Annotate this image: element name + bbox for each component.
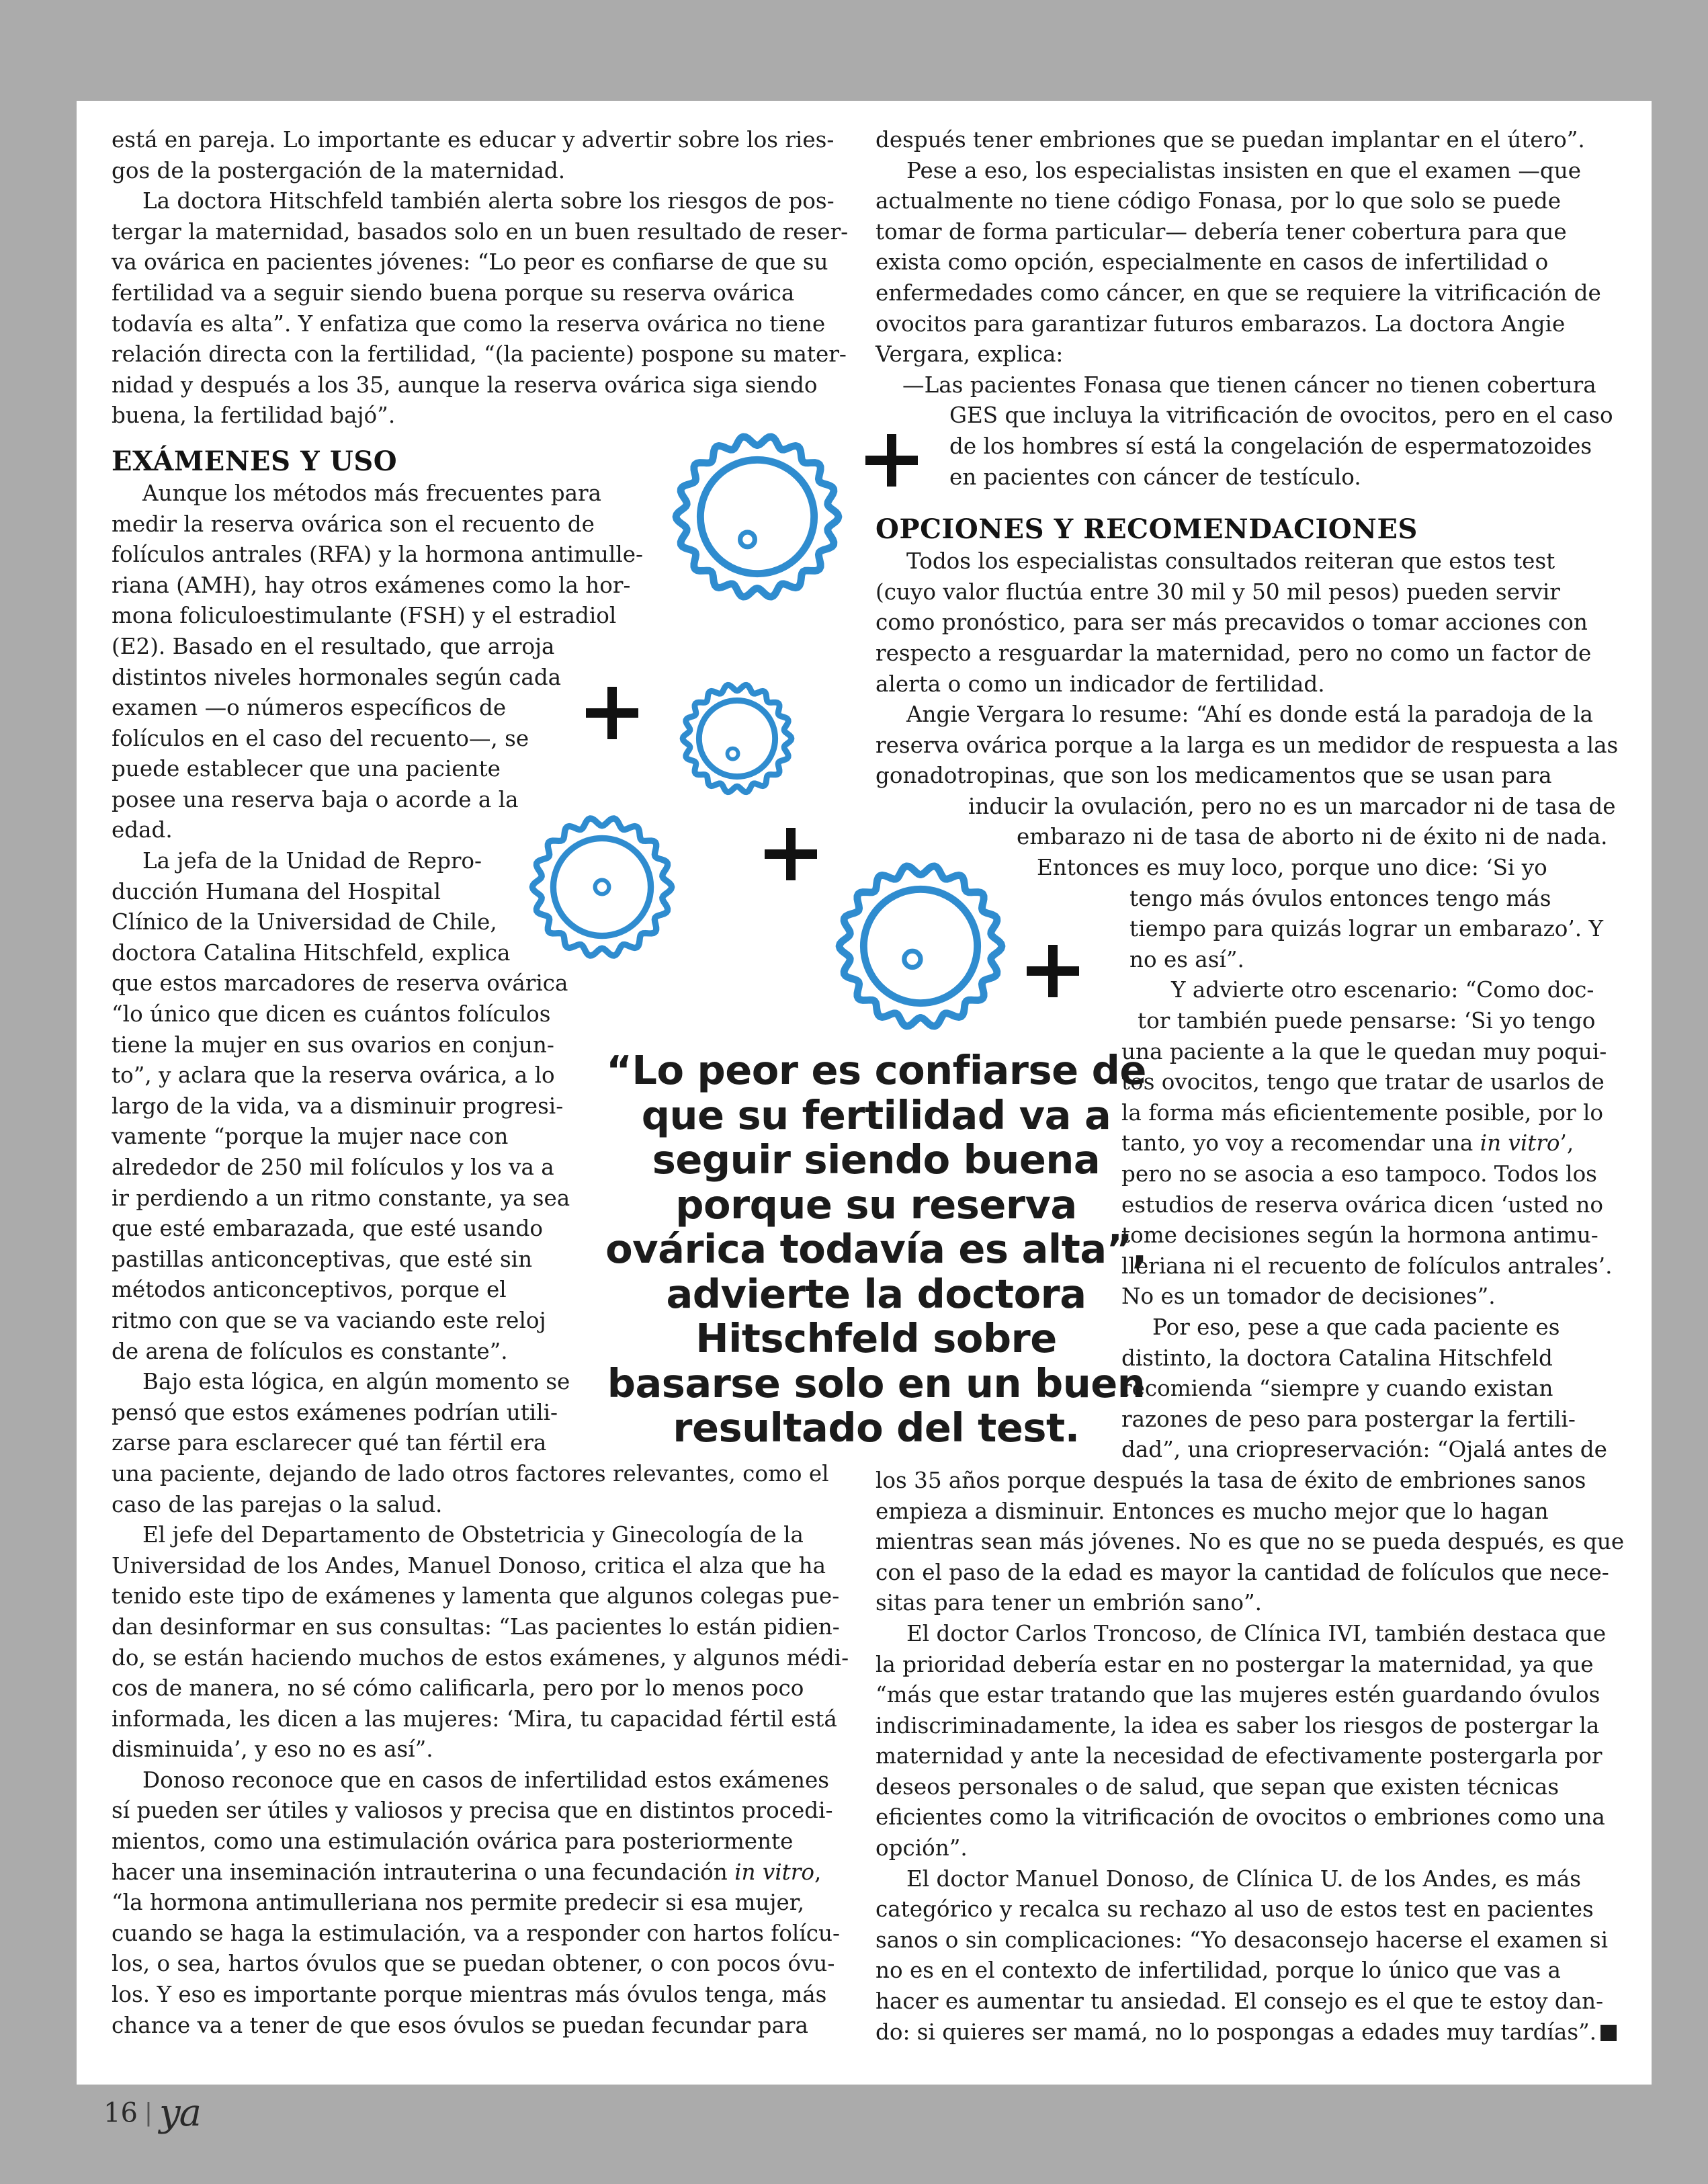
text-line: inducir la ovulación, pero no es un marcador ni de tasa de: [968, 793, 1616, 819]
text-line: buena, la fertilidad bajó”.: [112, 403, 396, 429]
text-line: Universidad de los Andes, Manuel Donoso, critica el alza que ha: [112, 1552, 826, 1579]
text-line: alerta o como un indicador de fertilidad.: [876, 671, 1325, 697]
pull-quote-line: resultado del test.: [673, 1404, 1080, 1451]
pull-quote-line: basarse solo en un buen: [607, 1359, 1146, 1406]
text-line: categórico y recalca su rechazo al uso de estos test en pacientes: [876, 1896, 1594, 1923]
text-line: reserva ovárica porque a la larga es un medidor de respuesta a las: [876, 732, 1619, 758]
text-line: en pacientes con cáncer de testículo.: [949, 464, 1361, 490]
text-line: mientras sean más jóvenes. No es que no se pueda después, es que: [876, 1529, 1625, 1555]
text-line: riana (AMH), hay otros exámenes como la hor-: [112, 572, 631, 598]
text-line: —Las pacientes Fonasa que tienen cáncer no tienen cobertura: [902, 372, 1596, 398]
text-line: enfermedades como cáncer, en que se requiere la vitrificación de: [876, 280, 1601, 306]
text-line: los, o sea, hartos óvulos que se puedan obtener, o con pocos óvu-: [112, 1951, 835, 1977]
footer-separator: |: [144, 2099, 153, 2127]
pull-quote-line: “Lo peor es confiarse de: [606, 1047, 1146, 1093]
plus-icon: [583, 684, 641, 742]
text-line: los. Y eso es importante porque mientras más óvulos tenga, más: [112, 1982, 827, 2008]
text-line: “la hormona antimulleriana nos permite predecir si esa mujer,: [112, 1890, 805, 1916]
ovum-icon: [525, 810, 679, 964]
text-line: tor también puede pensarse: ‘Si yo tengo: [1138, 1008, 1596, 1034]
text-line: relación directa con la fertilidad, “(la paciente) pospone su mater-: [112, 341, 847, 368]
text-line: Bajo esta lógica, en algún momento se: [142, 1369, 570, 1395]
text-line: Angie Vergara lo resume: “Ahí es donde está la paradoja de la: [906, 702, 1593, 728]
text-line: Vergara, explica:: [876, 341, 1064, 368]
text-line: vamente “porque la mujer nace con: [112, 1124, 509, 1150]
text-line: que estos marcadores de reserva ovárica: [112, 970, 568, 997]
text-line: tomar de forma particular— debería tener cobertura para que: [876, 218, 1567, 245]
text-line: empieza a disminuir. Entonces es mucho mejor que lo hagan: [876, 1498, 1549, 1524]
text-line: indiscriminadamente, la idea es saber los riesgos de postergar la: [876, 1712, 1600, 1738]
text-line: cos de manera, no sé cómo calificarla, pero por lo menos poco: [112, 1675, 804, 1702]
text-line: La jefa de la Unidad de Repro-: [142, 848, 482, 874]
text-line: Donoso reconoce que en casos de infertilidad estos exámenes: [142, 1767, 830, 1793]
text-line: gos de la postergación de la maternidad.: [112, 157, 566, 183]
text-line: cuando se haga la estimulación, va a responder con hartos folícu-: [112, 1920, 840, 1946]
text-line: edad.: [112, 817, 173, 843]
text-line: después tener embriones que se puedan implantar en el útero”.: [876, 127, 1585, 153]
plus-icon: [1024, 942, 1082, 1000]
text-run: do: si quieres ser mamá, no lo pospongas a edades muy tardías”.: [876, 2019, 1597, 2045]
text-line: “más que estar tratando que las mujeres estén guardando óvulos: [876, 1682, 1600, 1708]
text-run: tanto, yo voy a recomendar una: [1121, 1130, 1480, 1157]
plus-icon: [762, 825, 820, 883]
text-line: Clínico de la Universidad de Chile,: [112, 909, 497, 935]
ovum-icon: [677, 679, 797, 798]
text-line: estudios de reserva ovárica dicen ‘usted no: [1121, 1191, 1603, 1218]
text-line: como pronóstico, para ser más precavidos o tomar acciones con: [876, 610, 1588, 636]
text-line: los 35 años porque después la tasa de éxito de embriones sanos: [876, 1467, 1586, 1493]
text-line: puede establecer que una paciente: [112, 756, 501, 782]
text-line: chance va a tener de que esos óvulos se puedan fecundar para: [112, 2012, 808, 2038]
text-line: respecto a resguardar la maternidad, pero no como un factor de: [876, 640, 1592, 666]
text-line: razones de peso para postergar la fertili-: [1121, 1406, 1576, 1432]
text-run: ’,: [1560, 1130, 1574, 1157]
text-line: ducción Humana del Hospital: [112, 878, 441, 905]
text-line: tiempo para quizás lograr un embarazo’. Y: [1129, 916, 1603, 942]
text-line: ritmo con que se va vaciando este reloj: [112, 1307, 546, 1333]
pull-quote-line: ovárica todavía es alta”,: [605, 1226, 1147, 1272]
magazine-logo: ya: [159, 2091, 201, 2135]
text-line: sitas para tener un embrión sano”.: [876, 1590, 1262, 1616]
text-line: distintos niveles hormonales según cada: [112, 664, 562, 690]
text-line: no es así”.: [1129, 946, 1244, 972]
pull-quote-line: seguir siendo buena: [652, 1136, 1101, 1183]
text-run: ,: [814, 1859, 822, 1885]
text-line: Todos los especialistas consultados reiteran que estos test: [906, 548, 1555, 575]
text-line: [112, 1857, 864, 1888]
text-line: métodos anticonceptivos, porque el: [112, 1277, 507, 1303]
text-line: zarse para esclarecer qué tan fértil era: [112, 1430, 547, 1456]
text-line: (cuyo valor fluctúa entre 30 mil y 50 mil pesos) pueden servir: [876, 579, 1560, 605]
text-line: de los hombres sí está la congelación de espermatozoides: [949, 433, 1592, 459]
text-line: va ovárica en pacientes jóvenes: “Lo peor es confiarse de que su: [112, 249, 828, 276]
text-line: tergar la maternidad, basados solo en un buen resultado de reser-: [112, 218, 849, 245]
text-line: una paciente a la que le quedan muy poqui-: [1121, 1038, 1607, 1064]
text-line: dan desinformar en sus consultas: “Las pacientes lo están pidien-: [112, 1613, 840, 1640]
text-line: la forma más eficientemente posible, por lo: [1121, 1099, 1603, 1126]
text-line: actualmente no tiene código Fonasa, por lo que solo se puede: [876, 188, 1562, 214]
text-line: No es un tomador de decisiones”.: [1121, 1284, 1496, 1310]
text-line: que esté embarazada, que esté usando: [112, 1216, 543, 1242]
pull-quote-line: porque su reserva: [675, 1181, 1077, 1228]
text-line: tenido este tipo de exámenes y lamenta que algunos colegas pue-: [112, 1583, 840, 1609]
text-line: tiene la mujer en sus ovarios en conjun-: [112, 1032, 554, 1058]
text-line: (E2). Basado en el resultado, que arroja: [112, 633, 555, 659]
text-line: opción”.: [876, 1835, 968, 1861]
plus-icon: [863, 431, 921, 489]
text-line: gonadotropinas, que son los medicamentos que se usan para: [876, 763, 1552, 789]
text-line: mientos, como una estimulación ovárica para posteriormente: [112, 1829, 794, 1855]
text-line: lleriana ni el recuento de folículos antrales’.: [1121, 1253, 1613, 1279]
end-of-article-mark: [1600, 2025, 1617, 2041]
text-line: largo de la vida, va a disminuir progresi-: [112, 1093, 564, 1119]
text-line: sanos o sin complicaciones: “Yo desaconsejo hacerse el examen si: [876, 1927, 1608, 1953]
text-line: recomienda “siempre y cuando existan: [1121, 1376, 1553, 1402]
text-line: una paciente, dejando de lado otros factores relevantes, como el: [112, 1460, 829, 1486]
text-line: distinto, la doctora Catalina Hitschfeld: [1121, 1345, 1553, 1371]
text-line: está en pareja. Lo importante es educar y advertir sobre los ries-: [112, 127, 835, 153]
section-heading-opciones: OPCIONES Y RECOMENDACIONES: [876, 513, 1418, 546]
text-line: alrededor de 250 mil folículos y los va a: [112, 1154, 554, 1180]
magazine-page: [77, 101, 1652, 2085]
ovum-icon: [668, 427, 847, 606]
text-line: La doctora Hitschfeld también alerta sobre los riesgos de pos-: [142, 188, 835, 214]
text-line: no es en el contexto de infertilidad, porque lo único que vas a: [876, 1958, 1561, 1984]
text-line: maternidad y ante la necesidad de efectivamente postergarla por: [876, 1743, 1603, 1769]
text-line: nidad y después a los 35, aunque la reserva ovárica siga siendo: [112, 372, 818, 398]
text-run: hacer una inseminación intrauterina o una fecundación: [112, 1859, 735, 1885]
italic-term: in vitro: [1480, 1130, 1560, 1157]
text-line: pensó que estos exámenes podrían utili-: [112, 1399, 558, 1425]
text-line: sí pueden ser útiles y valiosos y precisa que en distintos procedi-: [112, 1798, 833, 1824]
text-line: folículos antrales (RFA) y la hormona antimulle-: [112, 542, 644, 568]
text-line: dad”, una criopreservación: “Ojalá antes de: [1121, 1437, 1607, 1463]
text-line: Aunque los métodos más frecuentes para: [142, 480, 601, 506]
text-line: de arena de folículos es constante”.: [112, 1338, 508, 1364]
text-line: embarazo ni de tasa de aborto ni de éxito ni de nada.: [1017, 824, 1608, 850]
text-line: Y advierte otro escenario: “Como doc-: [1171, 977, 1594, 1003]
text-line: GES que incluya la vitrificación de ovocitos, pero en el caso: [949, 403, 1613, 429]
text-line: medir la reserva ovárica son el recuento de: [112, 511, 595, 537]
text-line: “lo único que dicen es cuántos folículos: [112, 1001, 551, 1027]
text-line: ir perdiendo a un ritmo constante, ya sea: [112, 1185, 570, 1211]
text-line: caso de las parejas o la salud.: [112, 1491, 443, 1517]
text-line: hacer es aumentar tu ansiedad. El consejo es el que te estoy dan-: [876, 1988, 1604, 2015]
text-line: fertilidad va a seguir siendo buena porque su reserva ovárica: [112, 280, 795, 306]
ovum-icon: [831, 857, 1010, 1036]
page-number: 16: [103, 2097, 138, 2129]
text-line: to”, y aclara que la reserva ovárica, a lo: [112, 1062, 555, 1089]
text-line: la prioridad debería estar en no postergar la maternidad, ya que: [876, 1651, 1594, 1677]
section-heading-examenes: EXÁMENES Y USO: [112, 445, 398, 477]
text-line: con el paso de la edad es mayor la cantidad de folículos que nece-: [876, 1559, 1609, 1585]
text-line: Por eso, pese a que cada paciente es: [1152, 1314, 1560, 1340]
text-line: doctora Catalina Hitschfeld, explica: [112, 939, 511, 966]
text-line: mona foliculoestimulante (FSH) y el estradiol: [112, 603, 617, 629]
text-line: folículos en el caso del recuento—, se: [112, 725, 529, 751]
text-line: do, se están haciendo muchos de estos exámenes, y algunos médi-: [112, 1644, 849, 1671]
pull-quote-line: advierte la doctora: [666, 1270, 1086, 1317]
text-line: Entonces es muy loco, porque uno dice: ‘Si yo: [1037, 855, 1547, 881]
text-line: tome decisiones según la hormona antimu-: [1121, 1222, 1598, 1249]
text-line: El jefe del Departamento de Obstetricia y Ginecología de la: [142, 1522, 804, 1548]
pull-quote-line: que su fertilidad va a: [641, 1091, 1111, 1138]
text-line: tos ovocitos, tengo que tratar de usarlos de: [1121, 1069, 1605, 1095]
text-line: [876, 2017, 1628, 2048]
page-footer: [103, 2091, 200, 2138]
text-line: El doctor Carlos Troncoso, de Clínica IVI, también destaca que: [906, 1620, 1607, 1646]
text-line: El doctor Manuel Donoso, de Clínica U. de los Andes, es más: [906, 1865, 1581, 1892]
text-line: todavía es alta”. Y enfatiza que como la reserva ovárica no tiene: [112, 310, 826, 337]
pull-quote: [587, 1048, 1165, 1451]
text-line: Pese a eso, los especialistas insisten en que el examen —que: [906, 157, 1582, 183]
text-line: informada, les dicen a las mujeres: ‘Mira, tu capacidad fértil está: [112, 1706, 837, 1732]
pull-quote-line: Hitschfeld sobre: [695, 1315, 1057, 1361]
text-line: deseos personales o de salud, que sepan que existen técnicas: [876, 1773, 1560, 1800]
text-line: eficientes como la vitrificación de ovocitos o embriones como una: [876, 1804, 1605, 1831]
text-line: examen —o números específicos de: [112, 695, 507, 721]
text-line: posee una reserva baja o acorde a la: [112, 786, 519, 812]
text-line: pero no se asocia a eso tampoco. Todos los: [1121, 1161, 1597, 1187]
text-line: disminuida’, y eso no es así”.: [112, 1736, 433, 1763]
text-line: tengo más óvulos entonces tengo más: [1129, 885, 1551, 911]
italic-term: in vitro: [734, 1859, 814, 1885]
text-line: exista como opción, especialmente en casos de infertilidad o: [876, 249, 1549, 276]
text-line: ovocitos para garantizar futuros embarazos. La doctora Angie: [876, 310, 1566, 337]
text-line: pastillas anticonceptivas, que esté sin: [112, 1246, 533, 1272]
